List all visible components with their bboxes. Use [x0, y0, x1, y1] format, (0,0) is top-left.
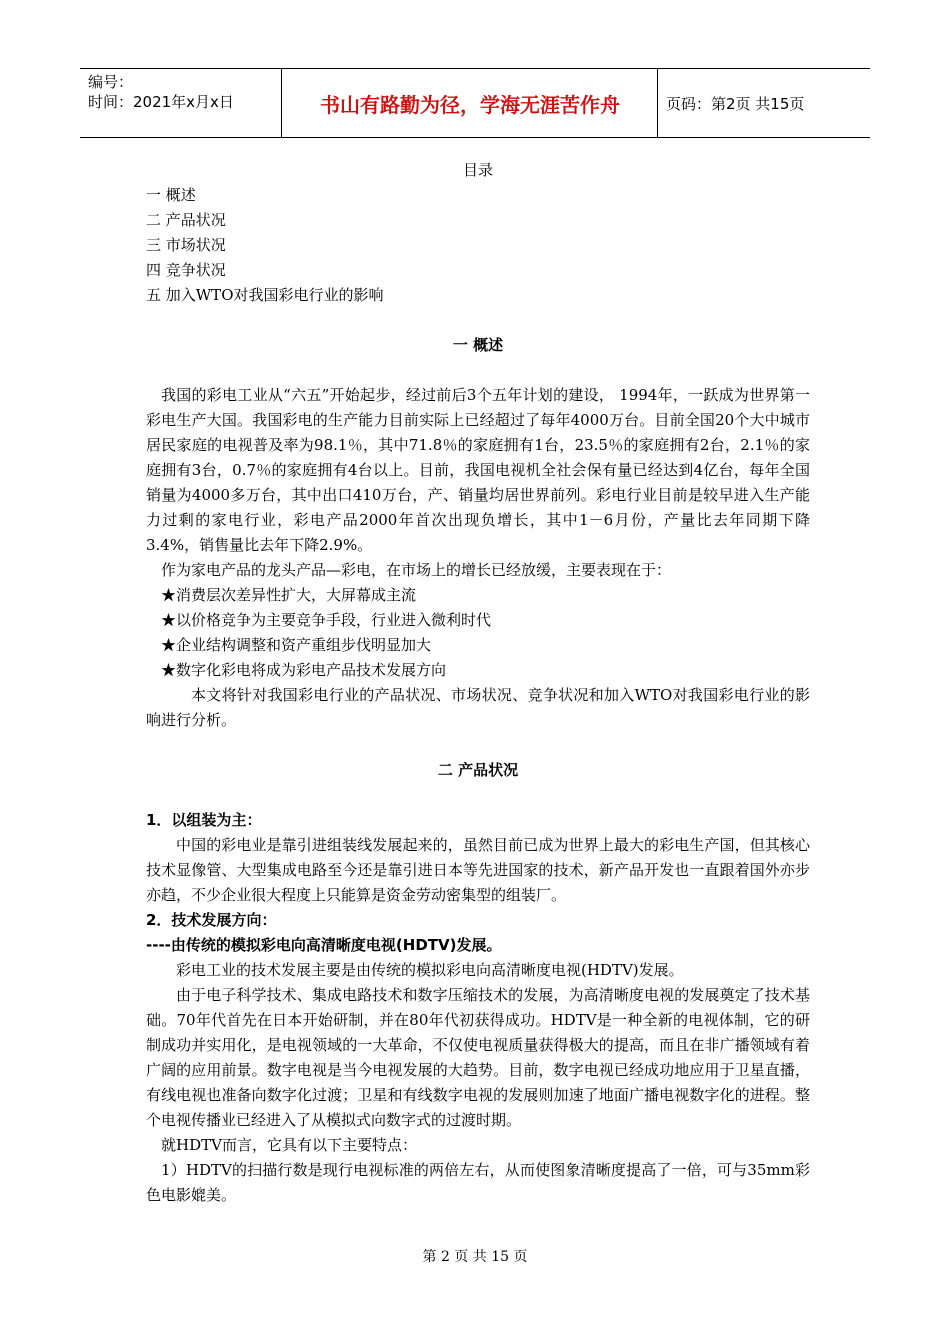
header-time: 时间：2021年x月x日 — [88, 93, 234, 111]
paragraph: 彩电工业的技术发展主要是由传统的模拟彩电向高清晰度电视(HDTV)发展。 — [176, 961, 684, 979]
paragraph: 由于电子科学技术、集成电路技术和数字压缩技术的发展，为高清晰度电视的发展奠定了技术基础。70年代首先在日本开始研制，并在80年代初获得成功。HDTV是一种全新的电视体制，它的研制成功并实用化，是电视领域的一大革命，不仅使电视质量获得极大的提高，而且在非广播领域有着广阔的应用前景。数字电视是当今电视发展的大趋势。目前，数字电视已经成功地应用于卫星直播，有线电视也准备向数字化过渡；卫星和有线数字电视的发展则加速了地面广播电视数字化的进程。整个电视传播业已经进入了从模拟式向数字式的过渡时期。 — [146, 986, 810, 1129]
header-number: 编号： — [88, 73, 134, 91]
section-title-overview: 一 概述 — [452, 336, 504, 354]
toc-item: 五 加入WTO对我国彩电行业的影响 — [146, 286, 384, 304]
paragraph: 中国的彩电业是靠引进组装线发展起来的，虽然目前已成为世界上最大的彩电生产国，但其核心技术显像管、大型集成电路至今还是靠引进日本等先进国家的技术，新产品开发也一直跟着国外亦步亦趋，不少企业很大程度上只能算是资金劳动密集型的组装厂。 — [146, 836, 810, 904]
section-title-products: 二 产品状况 — [437, 761, 519, 779]
subsection-lead: ----由传统的模拟彩电向高清晰度电视(HDTV)发展。 — [146, 936, 502, 954]
paragraph: 我国的彩电工业从“六五”开始起步，经过前后3个五年计划的建设， 1994年，一跃成为世界第一彩电生产大国。我国彩电的生产能力目前实际上已经超过了每年4000万台。目前全国20个大中城市居民家庭的电视普及率为98.1％，其中71.8％的家庭拥有1台，23.5％的家庭拥有2台，2.1％的家庭拥有3台，0.7％的家庭拥有4台以上。目前，我国电视机全社会保有量已经达到4亿台，每年全国销量为4000多万台，其中出口410万台，产、销量均居世界前列。彩电行业目前是较早进入生产能力过剩的家电行业，彩电产品2000年首次出现负增长，其中1－6月份，产量比去年同期下降3.4%，销售量比去年下降2.9%。 — [146, 386, 810, 554]
toc-item: 三 市场状况 — [146, 236, 226, 254]
paragraph: 1）HDTV的扫描行数是现行电视标准的两倍左右，从而使图象清晰度提高了一倍，可与35mm彩色电影媲美。 — [146, 1161, 810, 1204]
page-footer: 第 2 页 共 15 页 — [422, 1249, 528, 1265]
paragraph: 就HDTV而言，它具有以下主要特点： — [161, 1136, 417, 1154]
header-page-info: 页码：第2页 共15页 — [666, 94, 805, 113]
subsection-title: 1．以组装为主： — [146, 811, 262, 829]
bullet-item: ★消费层次差异性扩大，大屏幕成主流 — [161, 586, 417, 604]
document-body — [146, 158, 810, 1208]
toc-item: 四 竞争状况 — [146, 261, 226, 279]
subsection-title: 2．技术发展方向： — [146, 911, 277, 929]
page-header — [80, 68, 870, 138]
toc-item: 一 概述 — [146, 186, 196, 204]
paragraph: 本文将针对我国彩电行业的产品状况、市场状况、竞争状况和加入WTO对我国彩电行业的影响进行分析。 — [146, 686, 810, 729]
header-motto: 书山有路勤为径，学海无涯苦作舟 — [283, 69, 658, 137]
bullet-item: ★以价格竞争为主要竞争手段，行业进入微利时代 — [161, 611, 492, 629]
bullet-item: ★数字化彩电将成为彩电产品技术发展方向 — [161, 661, 447, 679]
paragraph: 作为家电产品的龙头产品—彩电，在市场上的增长已经放缓，主要表现在于： — [161, 561, 672, 579]
header-meta — [80, 69, 282, 137]
bullet-item: ★企业结构调整和资产重组步伐明显加大 — [161, 636, 432, 654]
toc-item: 二 产品状况 — [146, 211, 226, 229]
toc-title: 目录 — [462, 161, 493, 179]
